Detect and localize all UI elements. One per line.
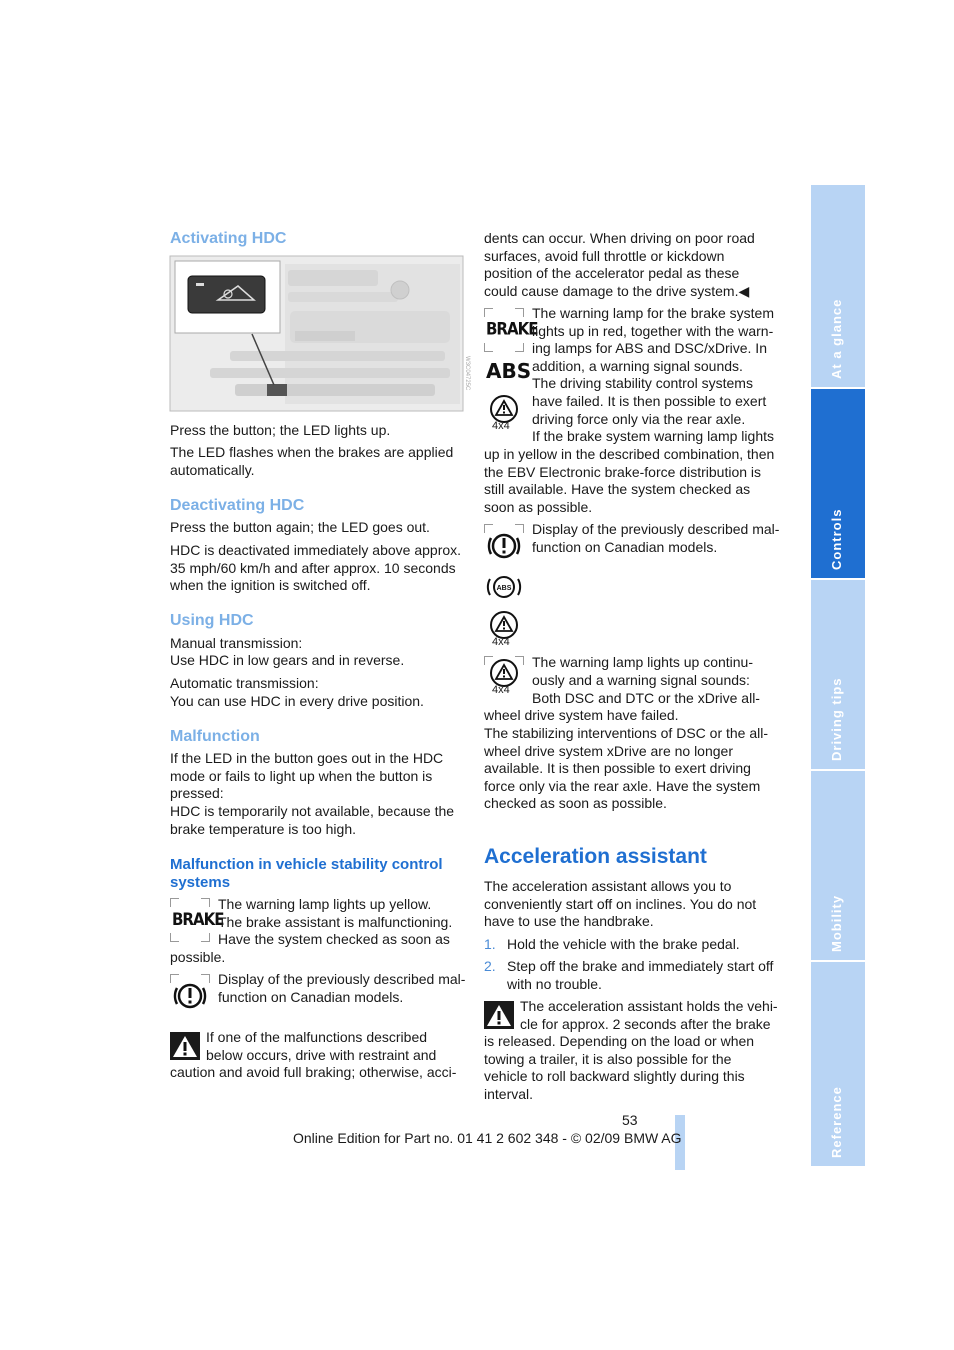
canadian-text-2: function on Canadian models.: [218, 989, 404, 1005]
page-number: 53: [622, 1112, 638, 1128]
continuous-text-1: The warning lamp lights up continu-: [532, 654, 754, 670]
tab-label: Mobility: [829, 894, 844, 952]
step-number: 1.: [484, 936, 496, 952]
abs-circle-label: ABS: [496, 585, 512, 592]
canadian-text-1: Display of the previously described mal-: [218, 971, 466, 987]
4x4-label: 4x4: [492, 420, 510, 432]
press-button-text: Press the button; the LED lights up.: [170, 422, 391, 438]
possible-text: possible.: [170, 949, 226, 965]
deactivated-text: HDC is deactivated immediately above approx. 35 mph/60 km/h and after approx. 10 seconds when the ignition is switched off.: [170, 542, 462, 594]
brake-red-icon: [484, 308, 538, 352]
brake-label: BRAKE: [486, 318, 538, 340]
automatic-transmission-text: You can use HDC in every drive position.: [170, 693, 424, 709]
brake-red-text-1: The warning lamp for the brake system: [532, 305, 774, 321]
brake-label: BRAKE: [172, 908, 224, 930]
4x4-label: 4x4: [492, 684, 510, 696]
heading-deactivating-hdc: Deactivating HDC: [170, 497, 305, 514]
tab-mobility[interactable]: [811, 771, 865, 960]
abs-circle-icon: [484, 568, 524, 606]
tab-reference[interactable]: [811, 962, 865, 1166]
4x4-label: 4x4: [492, 636, 510, 648]
dsc-4x4-icon: [484, 608, 524, 650]
abs-icon: [484, 356, 532, 390]
brake-yellow-text-1: If the brake system warning lamp lights: [532, 428, 774, 444]
continuous-text-5: The stabilizing interventions of DSC or the all-wheel drive system xDrive are no longer available. It is then possible to exert driving force only via the rear axle. Have the system checked as soon as possible.: [484, 725, 769, 812]
canadian-right-text-1: Display of the previously described mal-: [532, 521, 780, 537]
warning-text-2: below occurs, drive with restraint and: [206, 1047, 437, 1063]
continued-warning-text: dents can occur. When driving on poor road surfaces, avoid full throttle or kickdown position of the accelerator pedal as these could cause damage to the drive system.◀: [484, 230, 755, 299]
abs-label: ABS: [486, 359, 532, 383]
tab-controls[interactable]: [811, 389, 865, 578]
automatic-transmission-label: Automatic transmission:: [170, 675, 319, 691]
warning-text-3: caution and avoid full braking; otherwise, acci-: [170, 1064, 457, 1080]
accel-note-text-2: cle for approx. 2 seconds after the brake: [520, 1016, 771, 1032]
heading-line-2: systems: [170, 874, 231, 891]
step-text: Step off the brake and immediately start off with no trouble.: [507, 958, 774, 992]
heading-line-1: Malfunction in vehicle stability control: [170, 856, 443, 873]
tab-at-a-glance[interactable]: [811, 185, 865, 387]
hdc-button-figure: [170, 256, 470, 411]
warning-text-1: If one of the malfunctions described: [206, 1029, 428, 1045]
manual-transmission-text: Use HDC in low gears and in reverse.: [170, 652, 405, 668]
continuous-text-4: wheel drive system have failed.: [484, 707, 679, 723]
check-system-text: Have the system checked as soon as: [218, 931, 450, 947]
heading-acceleration-assistant: Acceleration assistant: [484, 845, 707, 868]
edition-footer: Online Edition for Part no. 01 41 2 602 348 - © 02/09 BMW AG: [293, 1130, 682, 1146]
brake-circle-icon: [484, 524, 524, 566]
yellow-lamp-text: The warning lamp lights up yellow.: [218, 896, 432, 912]
brake-warning-icon: [170, 898, 224, 942]
brake-assistant-text: The brake assistant is malfunctioning.: [218, 914, 453, 930]
step-text: Hold the vehicle with the brake pedal.: [507, 936, 740, 952]
tab-driving-tips[interactable]: [811, 580, 865, 769]
stability-failed-text-3: driving force only via the rear axle.: [532, 411, 746, 427]
accel-note-text-1: The acceleration assistant holds the vehi-: [520, 998, 778, 1014]
tab-label: Controls: [829, 508, 844, 570]
continuous-text-2: ously and a warning signal sounds:: [532, 672, 750, 688]
heading-stability-control: [170, 856, 443, 892]
step-number: 2.: [484, 958, 496, 974]
canadian-right-text-2: function on Canadian models.: [532, 539, 718, 555]
accel-note-text-3: is released. Depending on the load or when towing a trailer, it is also possible for the vehicle to roll backward slightly during this interval.: [484, 1033, 755, 1102]
tab-label: Driving tips: [829, 677, 844, 761]
stability-failed-text-1: The driving stability control systems: [532, 375, 753, 391]
brake-red-text-4: addition, a warning signal sounds.: [532, 358, 743, 374]
malfunction-text: If the LED in the button goes out in the HDC mode or fails to light up when the button is pressed:: [170, 750, 444, 802]
figure-code: W3C04725C: [464, 356, 470, 391]
press-again-text: Press the button again; the LED goes out.: [170, 519, 430, 535]
brake-red-text-3: ing lamps for ABS and DSC/xDrive. In: [532, 340, 767, 356]
dsc-4x4-icon: [484, 392, 524, 434]
xdrive-warning-icon: [484, 656, 524, 698]
heading-activating-hdc: Activating HDC: [170, 230, 287, 247]
manual-transmission-label: Manual transmission:: [170, 635, 303, 651]
brake-circle-icon: [170, 974, 210, 1014]
heading-malfunction: Malfunction: [170, 728, 260, 745]
warning-triangle-icon: [484, 1001, 514, 1029]
brake-yellow-text-2: up in yellow in the described combination, then the EBV Electronic brake-force distribution is still available. Have the system checked as soon as possible.: [484, 446, 775, 515]
tab-label: Reference: [829, 1086, 844, 1158]
heading-using-hdc: Using HDC: [170, 612, 254, 629]
stability-failed-text-2: have failed. It is then possible to exert: [532, 393, 767, 409]
brake-red-text-2: lights up in red, together with the warn-: [532, 323, 774, 339]
tab-label: At a glance: [829, 298, 844, 379]
malfunction-reason-text: HDC is temporarily not available, because the brake temperature is too high.: [170, 803, 455, 837]
led-flashes-text: The LED flashes when the brakes are applied automatically.: [170, 444, 454, 478]
acceleration-intro-text: The acceleration assistant allows you to conveniently start off on inclines. You do not have to use the handbrake.: [484, 878, 757, 930]
warning-triangle-icon: [170, 1032, 200, 1060]
continuous-text-3: Both DSC and DTC or the xDrive all-: [532, 690, 760, 706]
